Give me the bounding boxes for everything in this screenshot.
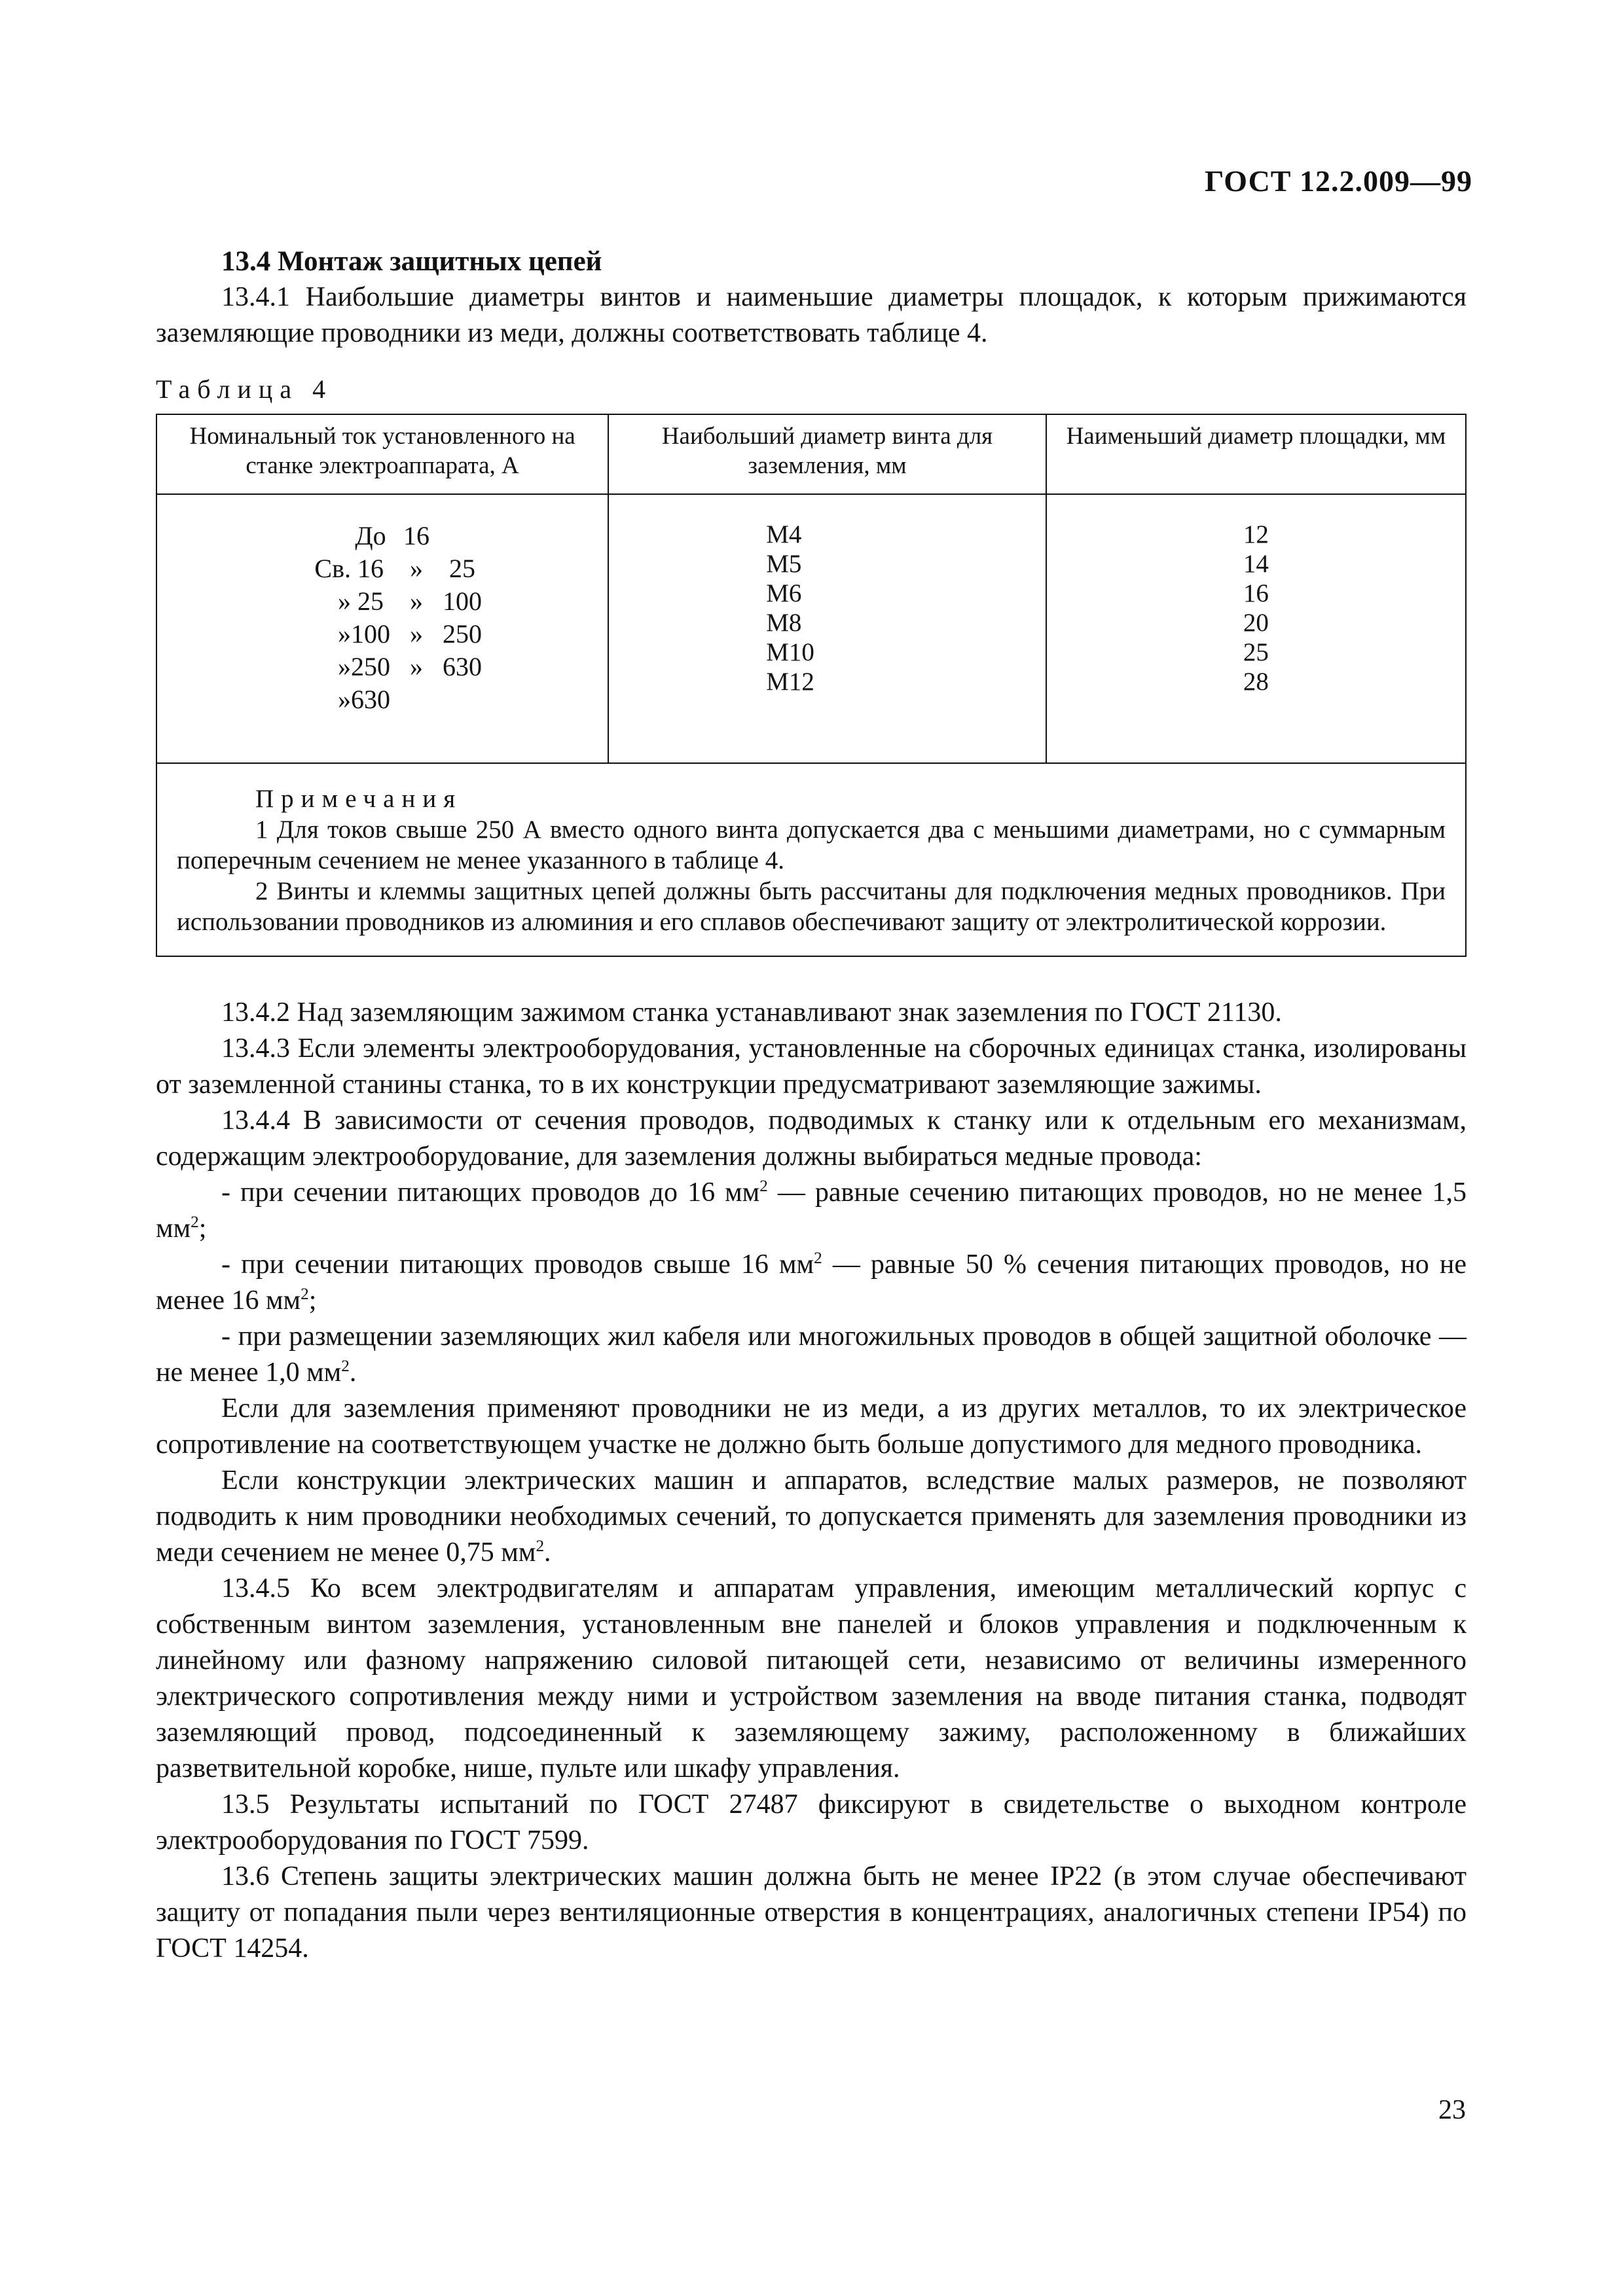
screw-size: М10 (766, 638, 814, 666)
note-2: 2 Винты и клеммы защитных цепей должны быть рассчитаны для подключения медных проводников. При использовании проводников из алюминия и его сплавов обеспечивают защиту от электролитической коррозии. (177, 877, 1446, 936)
section-title: 13.4 Монтаж защитных цепей (221, 246, 602, 277)
screw-size: М8 (766, 609, 802, 637)
header-pad-diameter: Наименьший диаметр площадки, мм (1046, 414, 1466, 494)
pad-size: 16 (1243, 579, 1269, 607)
page-number: 23 (1438, 2095, 1466, 2125)
notes-title: Примечания (255, 785, 463, 813)
pad-size: 25 (1243, 638, 1269, 666)
pad-size: 28 (1243, 668, 1269, 696)
pad-size: 20 (1243, 609, 1269, 637)
table-body-row (156, 494, 1466, 763)
paragraph-other-metals: Если для заземления применяют проводники не из меди, а из других металлов, то их электрическое сопротивление на соответствующем участке не должно быть больше допустимого для медного проводника. (156, 1393, 1467, 1460)
header-screw-diameter: Наибольший диаметр винта для заземления, мм (608, 414, 1046, 494)
pad-size: 14 (1243, 550, 1269, 578)
current-range: » 250 » 630 (338, 652, 482, 681)
intro-paragraph: 13.4.1 Наибольшие диаметры винтов и наименьшие диаметры площадок, к которым прижимаются заземляющие проводники из меди, должны соответствовать таблице 4. (156, 282, 1467, 348)
screw-size: М12 (766, 668, 814, 696)
current-range: Св. 16 » 25 (314, 554, 475, 583)
table-notes-row (156, 763, 1466, 956)
paragraph-13-4-5: 13.4.5 Ко всем электродвигателям и аппаратам управления, имеющим металлический корпус с собственным винтом заземления, установленным вне панелей и блоков управления и подключенным к линейному или фазному напряжению силовой питающей сети, независимо от величины измеренного электрического сопротивления между ними и устройством заземления на вводе питания станка, подводят заземляющий провод, подсоединенный к заземляющему зажиму, расположенному в ближайших разветвительной коробке, нише, пульте или шкафу управления. (156, 1573, 1467, 1784)
paragraph-13-4-2: 13.4.2 Над заземляющим зажимом станка устанавливают знак заземления по ГОСТ 21130. (221, 997, 1282, 1028)
screw-size: М5 (766, 550, 802, 578)
standard-code: ГОСТ 12.2.009—99 (1205, 164, 1472, 198)
paragraph-13-6: 13.6 Степень защиты электрических машин должна быть не менее IP22 (в этом случае обеспечивают защиту от попадания пыли через вентиляционные отверстия в концентрациях, аналогичных степени IP54) по ГОСТ 14254. (156, 1861, 1467, 1964)
list-item: - при размещении заземляющих жил кабеля или многожильных проводов в общей защитной оболочке — не менее 1,0 $мм^2$. (156, 1321, 1467, 1388)
pad-sizes-cell (1046, 494, 1466, 763)
screw-sizes-cell (608, 494, 1046, 763)
list-item: - при сечении питающих проводов свыше 16 $мм^2$ — равные 50 % сечения питающих проводов, но не менее 16 $мм^2$; (156, 1249, 1467, 1316)
paragraph-13-4-4: 13.4.4 В зависимости от сечения проводов, подводимых к станку или к отдельным его механизмам, содержащим электрооборудование, для заземления должны выбираться медные провода: (156, 1105, 1467, 1172)
current-ranges-cell (156, 494, 608, 763)
screw-size: М4 (766, 520, 802, 548)
list-item: - при сечении питающих проводов до 16 $мм^2$ — равные сечению питающих проводов, но не менее 1,5 $мм^2$; (156, 1177, 1467, 1244)
header-current: Номинальный ток установленного на станке электроаппарата, А (156, 414, 608, 494)
page-content (156, 243, 1467, 1967)
paragraph-small-machines: Если конструкции электрических машин и аппаратов, вследствие малых размеров, не позволяют подводить к ним проводники необходимых сечений, то допускается применять для заземления проводники из меди сечением не менее 0,75 $мм^2$. (156, 1465, 1467, 1568)
note-1: 1 Для токов свыше 250 А вместо одного винта допускается два с меньшими диаметрами, но с суммарным поперечным сечением не менее указанного в таблице 4. (177, 816, 1446, 874)
table-4 (156, 414, 1467, 957)
current-range: » 100 » 250 (338, 619, 482, 649)
current-range: » 25 » 100 (338, 586, 482, 616)
current-range: » 630 (338, 685, 390, 714)
screw-size: М6 (766, 579, 802, 607)
current-range: До 16 (355, 521, 429, 550)
table-header-row (156, 414, 1466, 494)
table-caption: Таблица 4 (156, 374, 333, 404)
body-text (156, 995, 1467, 1967)
paragraph-13-4-3: 13.4.3 Если элементы электрооборудования, установленные на сборочных единицах станка, изолированы от заземленной станины станка, то в их конструкции предусматривают заземляющие зажимы. (156, 1033, 1467, 1100)
paragraph-13-5: 13.5 Результаты испытаний по ГОСТ 27487 фиксируют в свидетельстве о выходном контроле электрооборудования по ГОСТ 7599. (156, 1789, 1467, 1856)
pad-size: 12 (1243, 520, 1269, 548)
table-notes (156, 763, 1466, 956)
